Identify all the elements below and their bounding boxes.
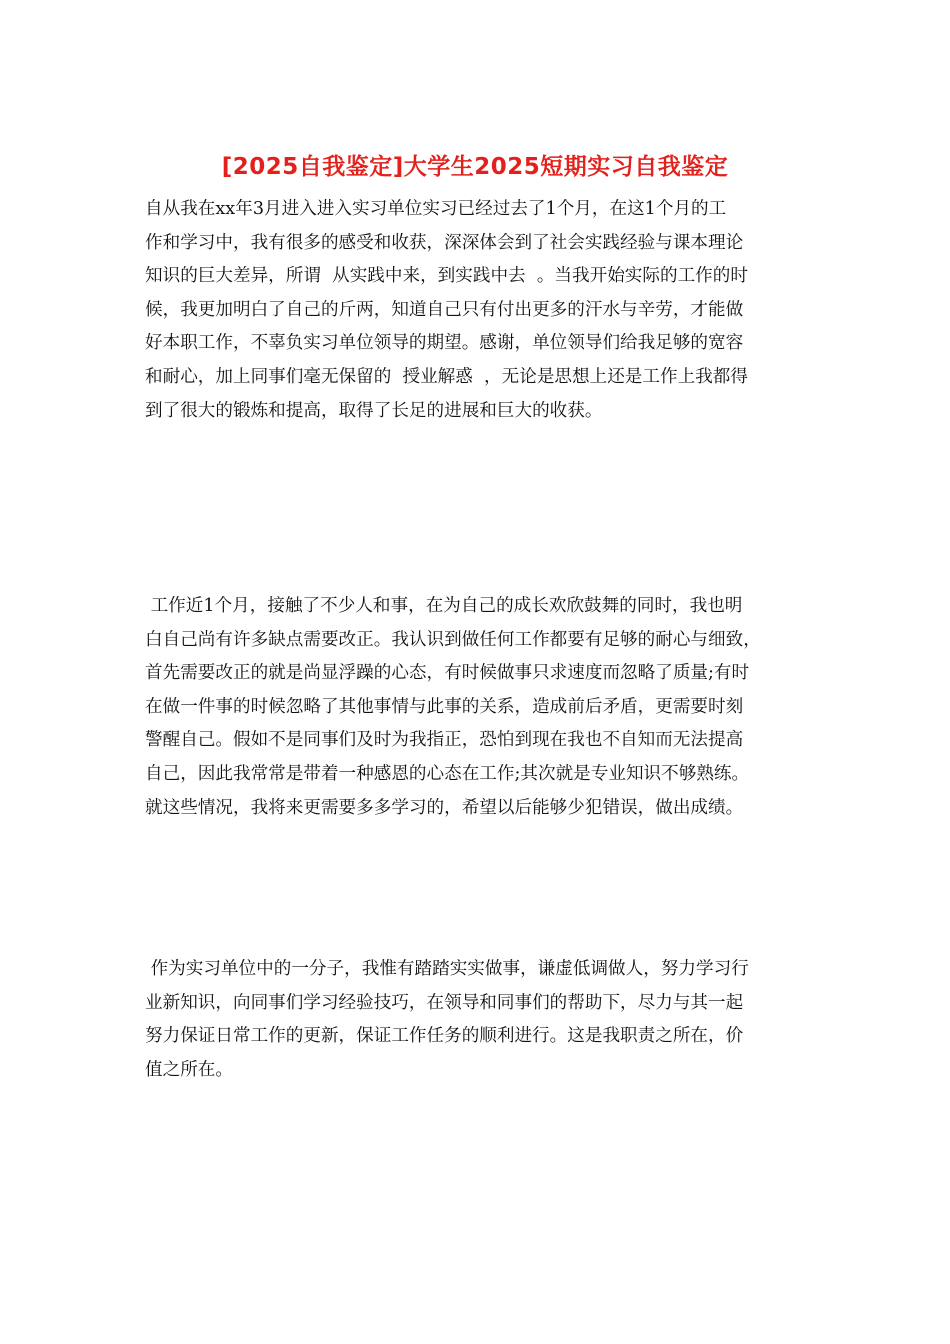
- paragraph-line: 作和学习中，我有很多的感受和收获，深深体会到了社会实践经验与课本理论: [145, 232, 744, 253]
- paragraph-line: 好本职工作，不辜负实习单位领导的期望。感谢，单位领导们给我足够的宽容: [145, 333, 744, 354]
- paragraph-line: 首先需要改正的就是尚显浮躁的心态，有时候做事只求速度而忽略了质量;有时: [145, 663, 750, 684]
- paragraph-line: 知识的巨大差异，所谓 从实践中来，到实践中去 。当我开始实际的工作的时: [145, 266, 748, 287]
- paragraph-line: 警醒自己。假如不是同事们及时为我指正，恐怕到现在我也不自知而无法提高: [145, 730, 744, 751]
- paragraph-3: [145, 953, 805, 1087]
- paragraph-2: [145, 590, 805, 825]
- paragraph-line: 努力保证日常工作的更新，保证工作任务的顺利进行。这是我职责之所在，价: [145, 1026, 744, 1047]
- paragraph-line: 和耐心，加上同事们毫无保留的 授业解惑 ，无论是思想上还是工作上我都得: [145, 366, 748, 387]
- paragraph-line: 值之所在。: [145, 1059, 233, 1080]
- paragraph-line: 自从我在xx年3月进入进入实习单位实习已经过去了1个月，在这1个月的工: [145, 199, 727, 219]
- paragraph-1: [145, 193, 805, 428]
- paragraph-line: 白自己尚有许多缺点需要改正。我认识到做任何工作都要有足够的耐心与细致，: [145, 629, 761, 650]
- paragraph-line: 在做一件事的时候忽略了其他事情与此事的关系，造成前后矛盾，更需要时刻: [145, 696, 744, 717]
- paragraph-line: 作为实习单位中的一分子，我惟有踏踏实实做事，谦虚低调做人，努力学习行: [145, 959, 749, 979]
- document-title: [2025自我鉴定]大学生2025短期实习自我鉴定: [221, 154, 729, 180]
- paragraph-line: 自己，因此我常常是带着一种感恩的心态在工作;其次就是专业知识不够熟练。: [145, 763, 750, 784]
- paragraph-line: 工作近1个月，接触了不少人和事，在为自己的成长欢欣鼓舞的同时，我也明: [145, 596, 743, 616]
- paragraph-line: 业新知识，向同事们学习经验技巧，在领导和同事们的帮助下，尽力与其一起: [145, 992, 744, 1013]
- paragraph-line: 候，我更加明白了自己的斤两，知道自己只有付出更多的汗水与辛劳，才能做: [145, 299, 744, 320]
- paragraph-line: 就这些情况，我将来更需要多多学习的，希望以后能够少犯错误，做出成绩。: [145, 797, 744, 818]
- paragraph-line: 到了很大的锻炼和提高，取得了长足的进展和巨大的收获。: [145, 400, 603, 421]
